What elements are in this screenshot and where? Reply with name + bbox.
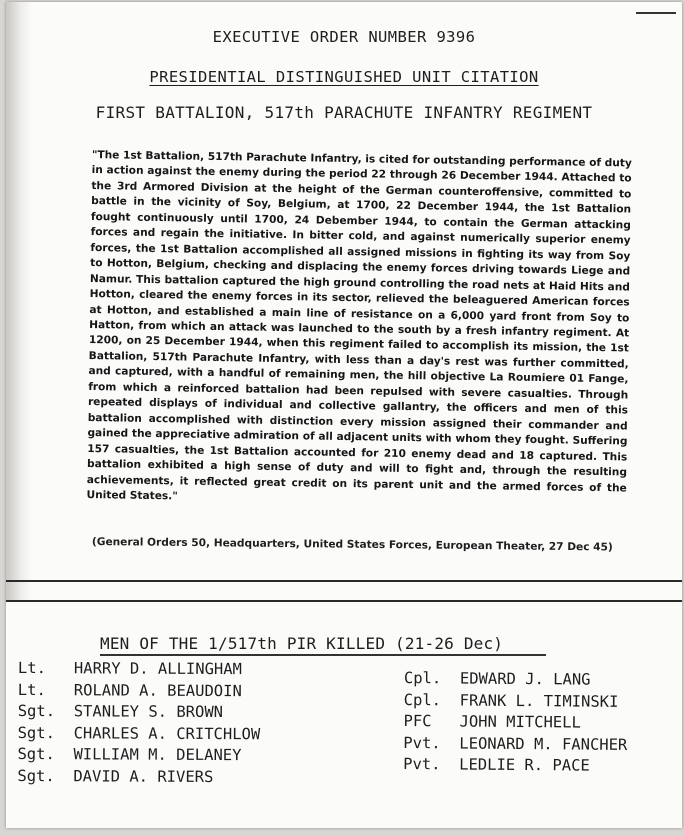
soldier-name: JOHN MITCHELL <box>459 712 581 732</box>
list-item <box>18 701 261 724</box>
killed-title-underline <box>100 654 546 656</box>
rank: Lt. <box>17 659 46 678</box>
list-item <box>404 668 628 692</box>
rank: Sgt. <box>17 702 56 721</box>
rank: Pvt. <box>403 755 441 774</box>
soldier-name: LEONARD M. FANCHER <box>459 734 628 754</box>
soldier-name: HARRY D. ALLINGHAM <box>73 659 242 679</box>
page-shadow-edge <box>6 2 32 602</box>
rank: Pvt. <box>403 733 441 753</box>
corner-mark <box>636 12 676 14</box>
soldier-name: WILLIAM M. DELANEY <box>73 745 242 765</box>
list-item <box>404 690 628 714</box>
rank: Sgt. <box>17 723 55 742</box>
divider-line <box>6 580 682 582</box>
battalion-heading: FIRST BATTALION, 517th PARACHUTE INFANTRY REGIMENT <box>95 103 593 122</box>
soldier-name: DAVID A. RIVERS <box>73 767 214 786</box>
rank: Cpl. <box>403 690 442 709</box>
list-item <box>18 723 261 746</box>
soldier-name: CHARLES A. CRITCHLOW <box>73 724 261 744</box>
citation-heading: PRESIDENTIAL DISTINGUISHED UNIT CITATION <box>149 68 539 86</box>
killed-list-left <box>17 658 260 789</box>
soldier-name: EDWARD J. LANG <box>459 669 591 689</box>
soldier-name: STANLEY S. BROWN <box>73 702 224 722</box>
rank: Sgt. <box>17 745 55 764</box>
divider-line <box>6 600 682 602</box>
soldier-name: LEDLIE R. PACE <box>459 755 590 775</box>
list-item <box>403 733 627 757</box>
killed-list-title: MEN OF THE 1/517th PIR KILLED (21-26 Dec) <box>100 634 504 653</box>
killed-list-right <box>403 668 628 778</box>
list-item <box>403 754 627 778</box>
list-item <box>18 658 261 681</box>
list-item <box>18 680 261 703</box>
soldier-name: FRANK L. TIMINSKI <box>459 691 619 711</box>
rank: PFC <box>403 712 432 731</box>
soldier-name: ROLAND A. BEAUDOIN <box>73 680 242 700</box>
list-item <box>17 766 260 789</box>
executive-order-heading: EXECUTIVE ORDER NUMBER 9396 <box>212 28 476 46</box>
list-item <box>403 711 627 735</box>
document-page <box>6 2 682 828</box>
rank: Sgt. <box>17 766 55 786</box>
rank: Cpl. <box>403 668 442 688</box>
list-item <box>17 744 260 767</box>
citation-text: "The 1st Battalion, 517th Parachute Infantry, is cited for outstanding performance of duty in action against the enemy during the period 22 through 26 December 1944. Attached to the 3rd Armored Division at the height of the German counteroffensive, committed to battle in the vicinity of Soy, Belgium, at 1700, 22 December 1944, the 1st Battalion fought continuously until 1700, 24 Debember 1944, to contain the German attacking forces and regain the initiative. In bitter cold, and against numerically superior enemy forces, the 1st Battalion accomplished all assigned missions in fighting its way from Soy to Hotton, Belgium, checking and displacing the enemy forces driving towards Liege and Namur. This battalion captured the high ground controlling the road nets at Haid Hits and Hotton, cleared the enemy forces in its sector, relieved the beleaguered American forces at Hotton, and established a main line of resistance on a 6,000 yard front from Soy to Hatton, from which an attack was launched to the south by a fresh infantry regiment. At 1200, on 25 December 1944, when this regiment failed to accomplish its mission, the 1st Battalion, 517th Parachute Infantry, with less than a day's rest was further committed, and captured, with a handful of remaining men, the hill objective La Roumiere 01 Fange, from which a reinforced battalion had been repulsed with severe casualties. Through repeated displays of individual and collective gallantry, the officers and men of this battalion accomplished with distinction every mission assigned their commander and gained the appreciative admiration of all adjacent units with whom they fought. Suffering 157 casualties, the 1st Battalion accounted for 210 enemy dead and 18 captured. This battalion exhibited a high sense of duty and will to fight and, through the resulting achievements, it reflected great credit on its parent unit and the armed forces of the United States." <box>86 148 632 503</box>
source-line: (General Orders 50, Headquarters, United States Forces, European Theater, 27 Dec 45) <box>91 536 613 554</box>
rank: Lt. <box>17 680 46 699</box>
